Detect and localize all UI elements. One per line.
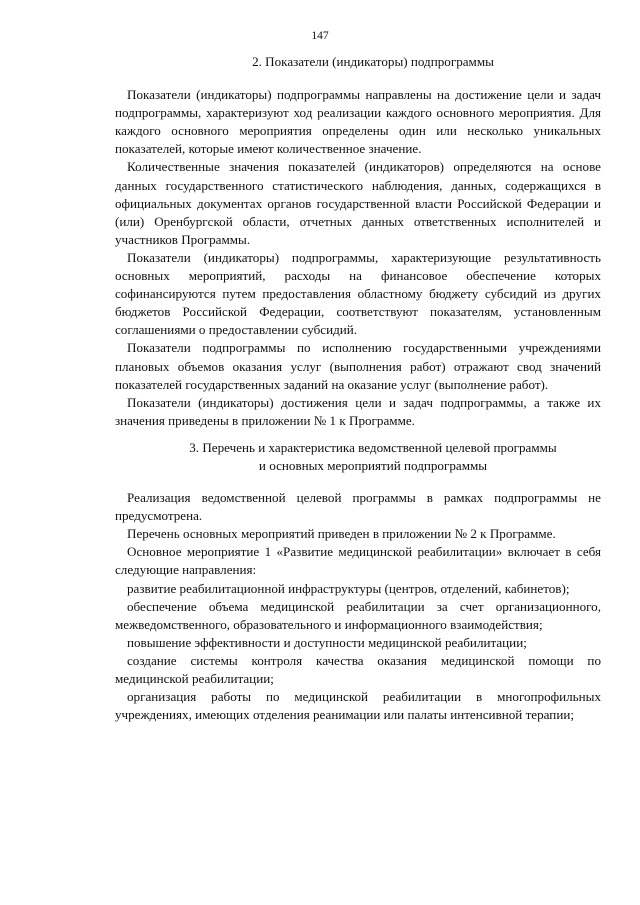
- list-item: организация работы по медицинской реабилитации в многопрофильных учреждениях, имеющих отделения реанимации или палаты интенсивной терапии;: [115, 689, 601, 723]
- list-item: развитие реабилитационной инфраструктуры (центров, отделений, кабинетов);: [127, 580, 570, 596]
- paragraph: Показатели (индикаторы) подпрограммы направлены на достижение цели и задач подпрограммы, характеризуют ход реализации каждого основного мероприятия. Для каждого основного мероприятия определены один или несколько уникальных показателей, которые имеют количественное значение.: [115, 87, 601, 157]
- page-number: 147: [311, 30, 329, 42]
- paragraph: Показатели (индикаторы) подпрограммы, характеризующие результативность основных мероприятий, расходы на финансовое обеспечение которых софинансируются путем предоставления областному бюджету субсидий из других бюджетов Российской Федерации, соответствуют показателям, установленным соглашениями о предоставлении субсидий.: [115, 249, 601, 338]
- paragraph: Основное мероприятие 1 «Развитие медицинской реабилитации» включает в себя следующие направления:: [115, 544, 601, 578]
- list-item: повышение эффективности и доступности медицинской реабилитации;: [127, 634, 527, 650]
- section-3-heading-line: 3. Перечень и характеристика ведомственной целевой программы: [189, 439, 557, 455]
- list-item: создание системы контроля качества оказания медицинской помощи по медицинской реабилитации;: [115, 652, 601, 686]
- section-3-heading: [115, 439, 601, 475]
- directions-list: [115, 580, 601, 725]
- paragraph: Реализация ведомственной целевой программы в рамках подпрограммы не предусмотрена.: [115, 490, 601, 524]
- paragraph: Показатели подпрограммы по исполнению государственными учреждениями плановых объемов оказания услуг (выполнения работ) отражают свод значений показателей государственных заданий на оказание услуг (выполнение работ).: [115, 340, 601, 392]
- list-item: обеспечение объема медицинской реабилитации за счет организационного, межведомственного, образовательного и информационного взаимодействия;: [115, 598, 601, 632]
- section-3-body: [115, 489, 601, 724]
- paragraph: Количественные значения показателей (индикаторов) определяются на основе данных государственного статистического наблюдения, данных, содержащихся в официальных документах органов государственной власти Российской Федерации и (или) Оренбургской области, отчетных данных ответственных исполнителей и участников Программы.: [115, 159, 601, 247]
- section-2-heading: 2. Показатели (индикаторы) подпрограммы: [252, 54, 494, 69]
- section-3-heading-line: и основных мероприятий подпрограммы: [258, 457, 488, 473]
- paragraph: Показатели (индикаторы) достижения цели и задач подпрограммы, а также их значения приведены в приложении № 1 к Программе.: [115, 394, 601, 428]
- section-2-body: [115, 86, 601, 430]
- paragraph: Перечень основных мероприятий приведен в приложении № 2 к Программе.: [127, 526, 556, 542]
- page-content: [115, 53, 601, 724]
